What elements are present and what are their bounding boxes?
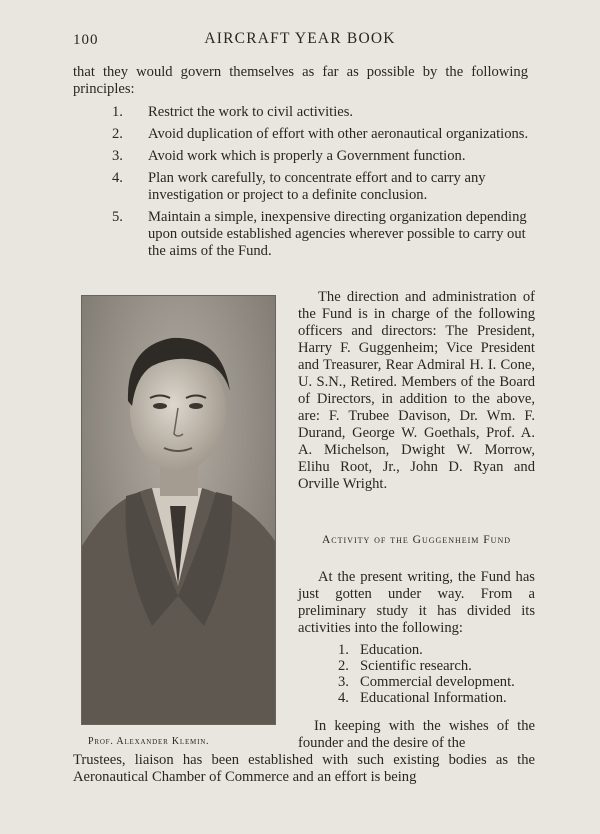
running-title: AIRCRAFT YEAR BOOK [204,30,396,47]
list-item-text: Maintain a simple, inexpensive directing organization depending upon outside established agencies wherever possible to carry out the aims of the Fund. [148,209,527,259]
activities-list [338,642,515,706]
list-item-text: Restrict the work to civil activities. [148,104,354,120]
list-item-number: 1. [112,104,123,120]
principles-list [112,104,530,265]
wishes-paragraph [298,718,535,752]
list-item [112,126,530,143]
section-heading: Activity of the Guggenheim Fund [321,534,512,546]
bottom-paragraph: Trustees, liaison has been established with such existing bodies as the Aeronautical Chamber of Commerce and an effort is being [73,752,535,785]
list-item [112,170,530,204]
list-item-text: Scientific research. [360,658,472,674]
activity-text: At the present writing, the Fund has just gotten under way. From a preliminary study it has divided its activities into the following: [298,569,535,636]
direction-paragraph [298,289,535,493]
page-number: 100 [73,32,99,48]
portrait-photo [81,295,276,725]
wishes-text: In keeping with the wishes of the founder and the desire of the [298,718,535,751]
portrait-illustration [82,296,275,724]
activity-paragraph [298,569,535,637]
list-item-number: 1. [338,642,349,658]
list-item-number: 3. [338,674,349,690]
list-item [112,104,530,121]
list-item-text: Plan work carefully, to concentrate effort and to carry any investigation or project to a definite conclusion. [148,170,486,203]
list-item-number: 3. [112,148,123,164]
list-item [338,642,515,658]
list-item-text: Avoid work which is properly a Government function. [148,148,466,164]
list-item [112,148,530,165]
list-item-text: Educational Information. [360,690,507,706]
list-item-text: Education. [360,642,423,658]
list-item [338,674,515,690]
list-item-number: 2. [338,658,349,674]
list-item [338,690,515,706]
list-item-number: 4. [338,690,349,706]
list-item-number: 2. [112,126,123,142]
list-item-text: Commercial development. [360,674,515,690]
list-item-number: 4. [112,170,123,186]
list-item-text: Avoid duplication of effort with other aeronautical organizations. [148,126,529,142]
page-header [0,30,600,52]
direction-text: The direction and administration of the Fund is in charge of the following officers and directors: The President, Harry F. Guggenheim; Vice President and Treasurer, Rear Admiral H. I. Cone, U. S.N., Retired. Members of the Board of Directors, in addition to the above, are: F. Trubee Davison, Dr. Wm. F. Durand, George W. Goethals, Prof. A. A. Michelson, Dwight W. Morrow, Elihu Root, Jr., John D. Ryan and Orville Wright. [298,289,535,492]
list-item-number: 5. [112,209,123,225]
intro-text: that they would govern themselves as far as possible by the following principles: [73,64,528,97]
photo-caption: Prof. Alexander Klemin. [88,736,210,747]
list-item [112,209,530,260]
list-item [338,658,515,674]
